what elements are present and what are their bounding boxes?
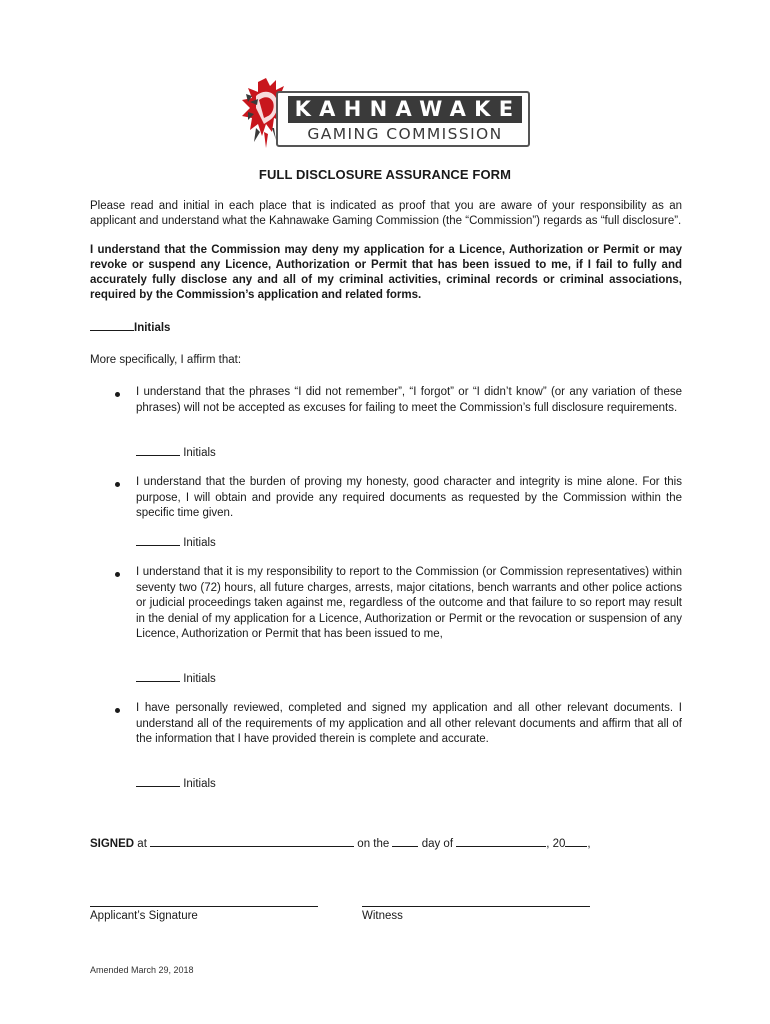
initials-label: Initials [183, 778, 216, 790]
initials-field-main[interactable] [90, 319, 170, 336]
location-blank[interactable] [150, 835, 354, 847]
witness-signature-label: Witness [362, 910, 403, 922]
form-title: FULL DISCLOSURE ASSURANCE FORM [258, 167, 512, 182]
applicant-signature-label: Applicant’s Signature [90, 910, 198, 922]
applicant-signature-line[interactable] [90, 906, 318, 907]
affirmation-item-4: I have personally reviewed, completed and signed my application and all other relevant documents. I understand all of the requirements of my application and all other relevant documents and affirm that all of the information that I have provided therein is complete and accurate. [136, 702, 682, 745]
bullet-dot [115, 572, 120, 577]
initials-field-2[interactable] [136, 534, 216, 551]
month-blank[interactable] [456, 835, 546, 847]
initials-blank[interactable] [136, 534, 180, 546]
kgc-logo [236, 72, 532, 150]
initials-label: Initials [183, 673, 216, 685]
day-blank[interactable] [392, 835, 418, 847]
at-label: at [137, 838, 147, 850]
logo-name: KAHNAWAKE [288, 96, 522, 123]
bullet-dot [115, 708, 120, 713]
affirmation-item-1: I understand that the phrases “I did not remember”, “I forgot” or “I didn’t know” (or any variation of these phrases) will not be accepted as excuses for failing to meet the Commission’s full disclosure requirements. [136, 386, 682, 414]
signed-label: SIGNED [90, 838, 135, 850]
witness-signature-line[interactable] [362, 906, 590, 907]
initials-blank[interactable] [136, 775, 180, 787]
initials-field-3[interactable] [136, 670, 216, 687]
intro-paragraph: Please read and initial in each place that is indicated as proof that you are aware of your responsibility as an applicant and understand what the Kahnawake Gaming Commission (the “Commission”) regards as “full disclosure”. [90, 200, 682, 227]
initials-blank[interactable] [90, 319, 134, 331]
year-suffix: , [587, 838, 591, 850]
initials-label: Initials [183, 537, 216, 549]
affirmation-item-3: I understand that it is my responsibility to report to the Commission (or Commission representatives) within seventy two (72) hours, all future charges, arrests, major citations, bench warrants and other police actions or judicial proceedings taken against me, regardless of the outcome and that failure to so report may result in the denial of my application for a Licence, Authorization or Permit or the revocation or suspension of any Licence, Authorization or Permit that has been issued to me, [136, 566, 682, 640]
initials-blank[interactable] [136, 670, 180, 682]
year-blank[interactable] [565, 835, 587, 847]
year-prefix: , 20 [546, 838, 566, 850]
affirmation-item-2: I understand that the burden of proving my honesty, good character and integrity is mine alone. For this purpose, I will obtain and provide any required documents as requested by the Commission within the specific time given. [136, 476, 682, 519]
initials-label: Initials [134, 322, 171, 334]
affirm-intro: More specifically, I affirm that: [90, 354, 242, 366]
logo-subtitle: GAMING COMMISSION [307, 125, 503, 143]
signed-line [90, 835, 591, 850]
bullet-dot [115, 392, 120, 397]
amended-date: Amended March 29, 2018 [90, 965, 194, 975]
on-the-label: on the [357, 838, 390, 850]
initials-blank[interactable] [136, 444, 180, 456]
initials-label: Initials [183, 447, 216, 459]
disclosure-statement: I understand that the Commission may deny my application for a Licence, Authorization or Permit or may revoke or suspend any Licence, Authorization or Permit that has been issued to me, if I fail to fully and accurately fully disclose any and all of my criminal activities, criminal records or criminal associations, required by the Commission’s application and related forms. [90, 244, 682, 301]
day-of-label: day of [421, 838, 454, 850]
bullet-dot [115, 482, 120, 487]
initials-field-1[interactable] [136, 444, 216, 461]
logo-wordmark-box [276, 91, 530, 147]
initials-field-4[interactable] [136, 775, 216, 792]
